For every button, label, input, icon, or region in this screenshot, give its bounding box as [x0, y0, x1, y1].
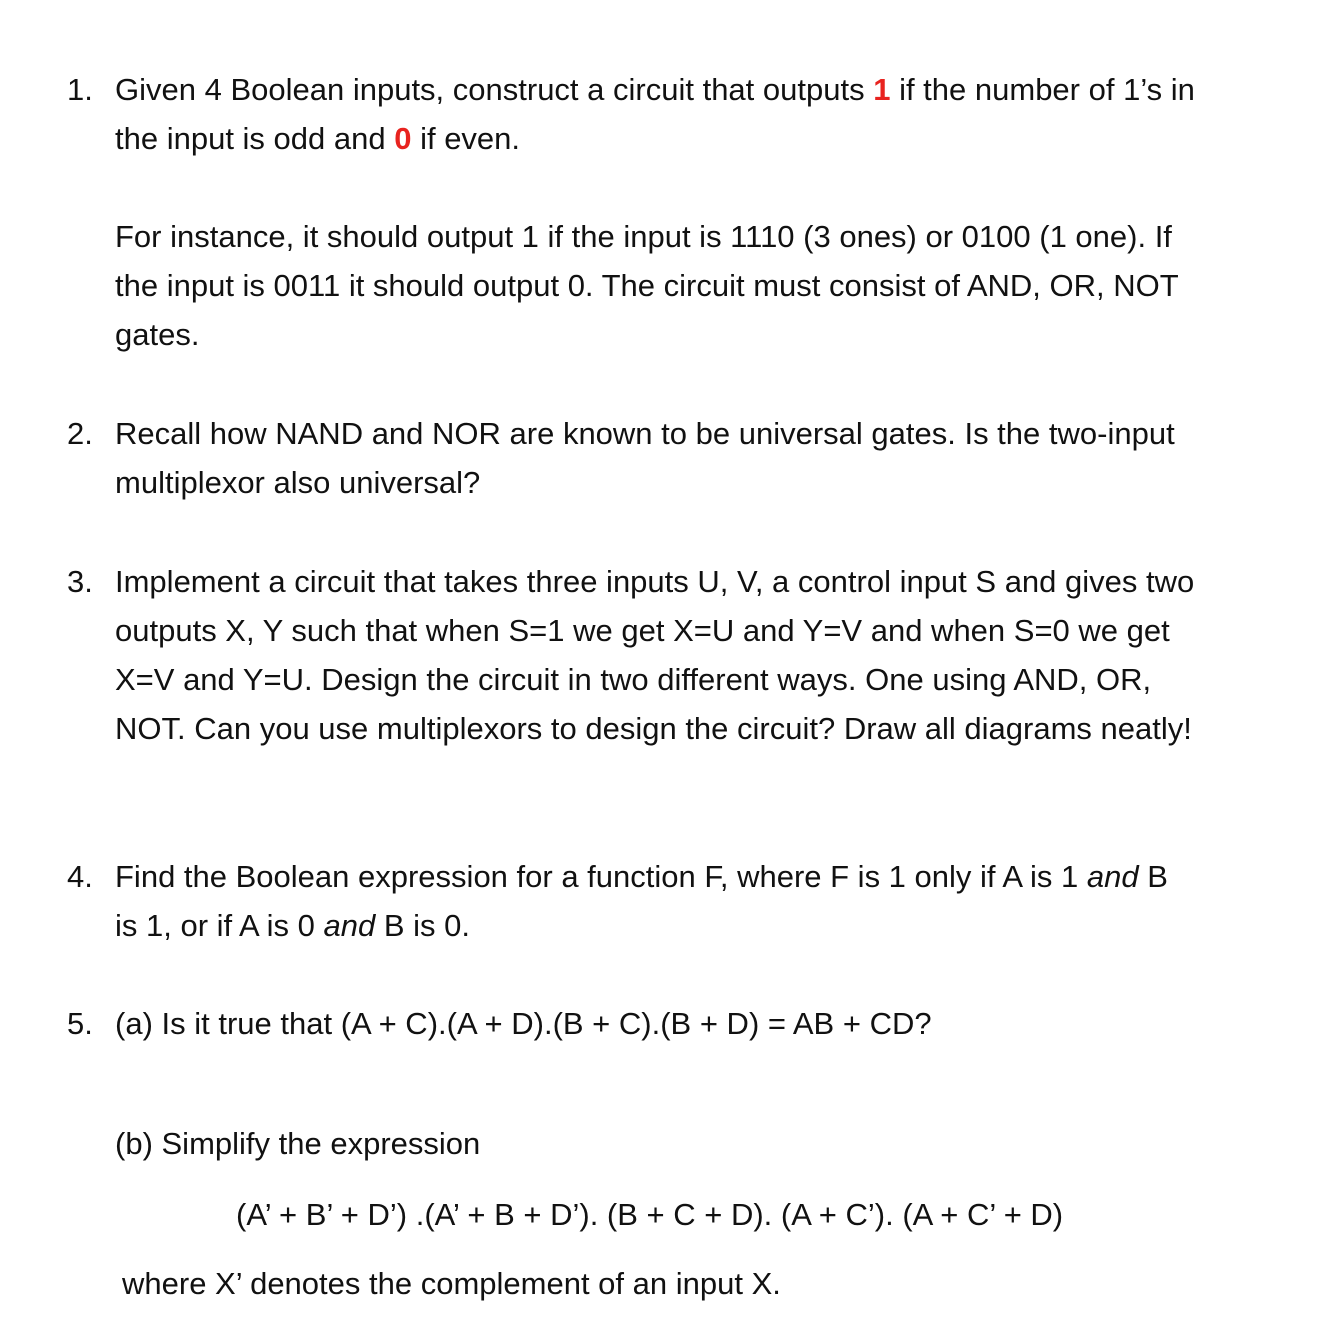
- q4-italic-and-2: and: [323, 908, 376, 943]
- q3-number: 3.: [67, 564, 93, 599]
- q2-text: Recall how NAND and NOR are known to be universal gates. Is the two-input multiplexor also universal?: [115, 416, 1175, 500]
- q1-text-part-c: if even.: [411, 121, 521, 156]
- q4-italic-and-1: and: [1086, 859, 1139, 894]
- q4-number: 4.: [67, 859, 93, 894]
- q3-text: Implement a circuit that takes three inputs U, V, a control input S and gives two outputs X, Y such that when S=1 we get X=U and Y=V and when S=0 we get X=V and Y=U. Design the circuit in two different ways. One using AND, OR, NOT. Can you use multiplexors to design the circuit? Draw all diagrams neatly!: [115, 564, 1195, 746]
- q4-text-part-2: B is 1, or if A is 0: [115, 859, 1168, 943]
- q2-number: 2.: [67, 416, 93, 451]
- q4-text: [115, 852, 1190, 950]
- q1-text: [115, 65, 1205, 163]
- q1-highlight-zero: 0: [394, 121, 412, 156]
- q5-part-b: (b) Simplify the expression: [115, 1126, 481, 1161]
- q5-part-a: (a) Is it true that (A + C).(A + D).(B + C).(B + D) = AB + CD?: [115, 1006, 932, 1041]
- q1-text-part-b: if the number of 1’s in the input is odd and: [115, 72, 1195, 156]
- q1-highlight-one: 1: [873, 72, 891, 107]
- q4-text-part-1: Find the Boolean expression for a function F, where F is 1 only if A is 1: [115, 859, 1087, 894]
- q1-text-part-a: Given 4 Boolean inputs, construct a circuit that outputs: [115, 72, 874, 107]
- q5-note: where X’ denotes the complement of an input X.: [122, 1266, 781, 1301]
- q4-text-part-3: B is 0.: [375, 908, 470, 943]
- q1-example: For instance, it should output 1 if the input is 1110 (3 ones) or 0100 (1 one). If the input is 0011 it should output 0. The circuit must consist of AND, OR, NOT gates.: [115, 219, 1179, 352]
- q5-expression: (A’ + B’ + D’) .(A’ + B + D’). (B + C + D). (A + C’). (A + C’ + D): [236, 1197, 1064, 1232]
- q5-number: 5.: [67, 1006, 93, 1041]
- q1-number: 1.: [67, 72, 93, 107]
